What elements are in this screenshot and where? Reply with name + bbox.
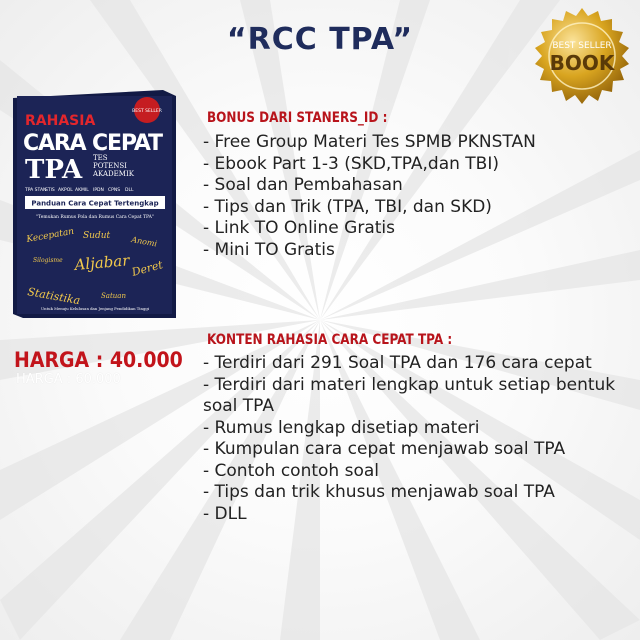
bonus-item: - Free Group Materi Tes SPMB PKNSTAN <box>203 132 536 152</box>
badge-line1: BEST SELLER <box>552 41 612 51</box>
bonus-item: - Ebook Part 1-3 (SKD,TPA,dan TBI) <box>203 153 499 174</box>
badge-line2: BOOK <box>549 51 615 75</box>
book-footer: Untuk Menuju Kelulusan dan Jenjang Pendidikan Tinggi <box>40 306 150 311</box>
bonus-item: - Soal dan Pembahasan <box>203 175 403 195</box>
bonus-list <box>203 132 536 261</box>
book-word: Anomi <box>130 235 158 249</box>
content-list <box>203 353 633 525</box>
bonus-item: - Tips dan Trik (TPA, TBI, dan SKD) <box>203 196 492 217</box>
book-word: Statistika <box>26 285 82 308</box>
book-topic: STIS <box>45 188 55 193</box>
old-price-label: HARGA : 60.000 <box>16 372 121 387</box>
book-subtitle-2: POTENSI <box>93 162 127 170</box>
best-seller-badge <box>528 6 636 114</box>
book-topic: CPNS <box>108 188 121 193</box>
book-seal: BEST SELLER <box>132 109 162 114</box>
book-subtitle-3: AKADEMIK <box>93 170 134 178</box>
content-item: - Rumus lengkap disetiap materi <box>203 417 480 438</box>
book-topic: AKMIL <box>75 188 89 193</box>
book-subtitle-1: TES <box>93 154 108 162</box>
book-title-line2: TPA <box>25 155 83 185</box>
bonus-item: - Link TO Online Gratis <box>203 218 395 238</box>
book-tagline: "Temukan Rumus Pola dan Rumus Cara Cepat TPA" <box>36 215 154 220</box>
book-topic: TPA STAN <box>25 188 47 193</box>
content-item: - Tips dan trik khusus menjawab soal TPA <box>203 482 555 502</box>
content-heading: KONTEN RAHASIA CARA CEPAT TPA : <box>207 332 453 348</box>
page-title: “RCC TPA” <box>226 22 414 57</box>
book-brand: RAHASIA <box>25 113 96 129</box>
content-item: - Terdiri dari materi lengkap untuk setiap bentuk soal TPA <box>203 374 616 416</box>
book-word: Silogisme <box>33 257 63 264</box>
content-item: - DLL <box>203 503 247 524</box>
content-item: - Contoh contoh soal <box>203 460 379 481</box>
book-word: Sudut <box>83 231 111 241</box>
book-word: Aljabar <box>73 251 131 274</box>
book-word: Kecepatan <box>25 226 75 245</box>
book-banner: Panduan Cara Cepat Tertengkap <box>31 199 159 208</box>
bonus-heading: BONUS DARI STANERS_ID : <box>207 110 388 126</box>
bonus-item: - Mini TO Gratis <box>203 239 335 260</box>
book-topic: IPDN <box>93 188 104 193</box>
content-item: - Kumpulan cara cepat menjawab soal TPA <box>203 439 566 459</box>
book-word: Satuan <box>101 292 126 300</box>
book-word: Deret <box>130 258 165 279</box>
book-title-line1: CARA CEPAT <box>23 131 163 156</box>
book-topic: AKPOL <box>58 188 73 193</box>
content-item: - Terdiri dari 291 Soal TPA dan 176 cara cepat <box>203 353 592 373</box>
price-label: HARGA : 40.000 <box>14 348 183 372</box>
book-cover-image <box>13 90 176 318</box>
book-topic: DLL <box>125 188 134 193</box>
